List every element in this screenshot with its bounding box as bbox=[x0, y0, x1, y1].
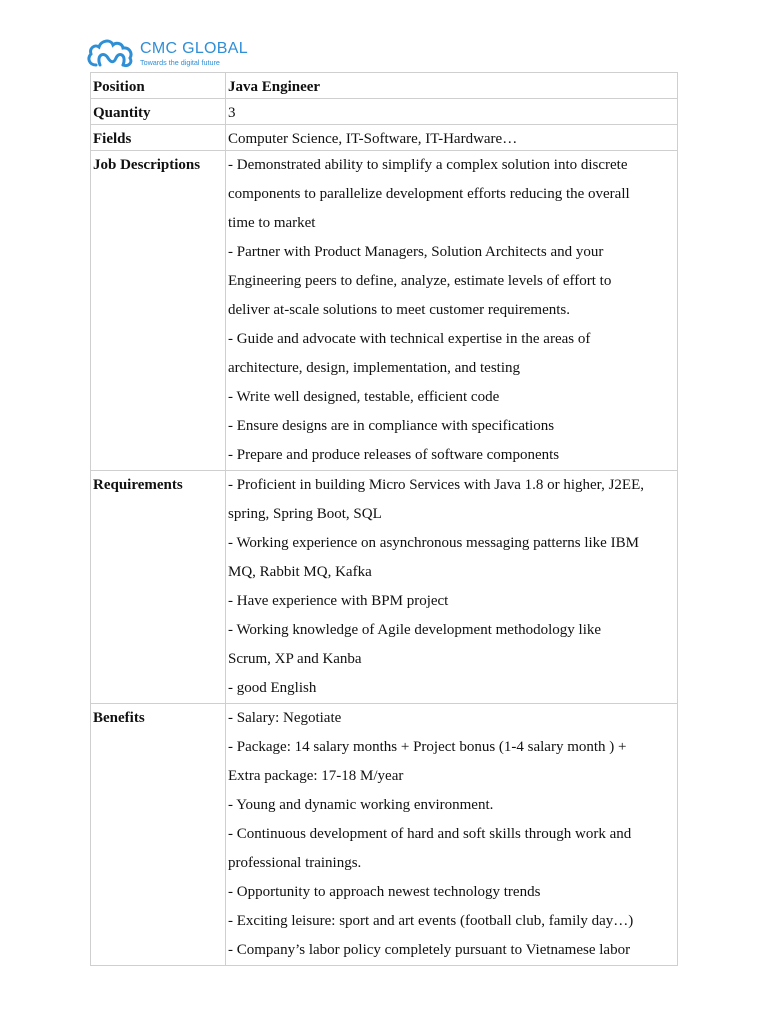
logo-name: CMC GLOBAL bbox=[140, 40, 248, 58]
job-description-line: Engineering peers to define, analyze, estimate levels of effort to bbox=[228, 273, 612, 289]
requirements-value bbox=[226, 471, 678, 704]
requirement-line: - Proficient in building Micro Services with Java 1.8 or higher, J2EE, bbox=[228, 477, 644, 493]
benefit-line: - Young and dynamic working environment. bbox=[228, 797, 494, 813]
job-details-table bbox=[90, 72, 678, 966]
requirement-line: - Working experience on asynchronous messaging patterns like IBM bbox=[228, 535, 639, 551]
benefit-line: - Opportunity to approach newest technology trends bbox=[228, 884, 541, 900]
requirements-label: Requirements bbox=[91, 471, 226, 704]
benefit-line: - Salary: Negotiate bbox=[228, 710, 342, 726]
fields-value: Computer Science, IT-Software, IT-Hardware… bbox=[226, 125, 678, 151]
requirement-line: - Have experience with BPM project bbox=[228, 593, 449, 609]
job-descriptions-value bbox=[226, 151, 678, 471]
table-row-requirements bbox=[91, 471, 678, 704]
requirement-line: - Working knowledge of Agile development methodology like bbox=[228, 622, 602, 638]
benefit-line: - Company’s labor policy completely pursuant to Vietnamese labor bbox=[228, 942, 631, 958]
job-description-line: time to market bbox=[228, 215, 316, 231]
requirement-line: - good English bbox=[228, 680, 317, 696]
job-description-line: deliver at-scale solutions to meet customer requirements. bbox=[228, 302, 570, 318]
requirement-line: MQ, Rabbit MQ, Kafka bbox=[228, 564, 372, 580]
benefit-line: - Package: 14 salary months + Project bonus (1-4 salary month ) + bbox=[228, 739, 627, 755]
requirement-line: Scrum, XP and Kanba bbox=[228, 651, 362, 667]
table-row-job-descriptions bbox=[91, 151, 678, 471]
benefit-line: - Continuous development of hard and soft skills through work and bbox=[228, 826, 632, 842]
logo-tagline: Towards the digital future bbox=[140, 58, 220, 68]
benefits-label: Benefits bbox=[91, 704, 226, 966]
benefit-line: Extra package: 17-18 M/year bbox=[228, 768, 404, 784]
job-description-line: components to parallelize development efforts reducing the overall bbox=[228, 186, 630, 202]
benefits-value bbox=[226, 704, 678, 966]
position-label: Position bbox=[91, 73, 226, 99]
job-description-line: - Write well designed, testable, efficient code bbox=[228, 389, 500, 405]
job-description-line: - Ensure designs are in compliance with specifications bbox=[228, 418, 555, 434]
table-row-benefits bbox=[91, 704, 678, 966]
requirement-line: spring, Spring Boot, SQL bbox=[228, 506, 382, 522]
job-descriptions-label: Job Descriptions bbox=[91, 151, 226, 471]
table-row-position bbox=[91, 73, 678, 99]
table-row-quantity bbox=[91, 99, 678, 125]
job-description-line: - Demonstrated ability to simplify a complex solution into discrete bbox=[228, 157, 628, 173]
company-logo bbox=[86, 36, 248, 72]
table-row-fields bbox=[91, 125, 678, 151]
position-value: Java Engineer bbox=[226, 73, 678, 99]
fields-label: Fields bbox=[91, 125, 226, 151]
job-description-line: - Guide and advocate with technical expertise in the areas of bbox=[228, 331, 591, 347]
job-description-line: - Prepare and produce releases of software components bbox=[228, 447, 560, 463]
quantity-label: Quantity bbox=[91, 99, 226, 125]
job-description-line: - Partner with Product Managers, Solution Architects and your bbox=[228, 244, 604, 260]
benefit-line: professional trainings. bbox=[228, 855, 362, 871]
cmc-cloud-logo-icon bbox=[86, 37, 136, 71]
quantity-value: 3 bbox=[226, 99, 678, 125]
job-description-line: architecture, design, implementation, and testing bbox=[228, 360, 520, 376]
benefit-line: - Exciting leisure: sport and art events (football club, family day…) bbox=[228, 913, 634, 929]
